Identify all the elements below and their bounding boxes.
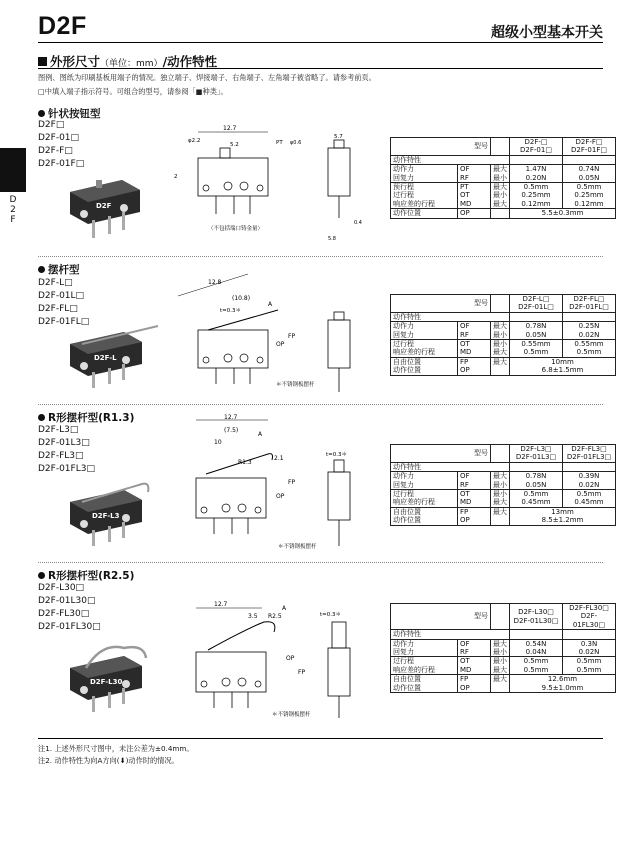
svg-text:5.8: 5.8 <box>328 236 336 242</box>
group-title-lever: 摆杆型 <box>38 262 80 277</box>
svg-text:t=0.3＊: t=0.3＊ <box>320 612 342 618</box>
svg-text:t=0.3＊: t=0.3＊ <box>326 452 348 458</box>
group-separator <box>38 256 603 257</box>
square-bullet-icon <box>38 57 47 66</box>
round-bullet-icon <box>38 572 45 579</box>
spec-table-lever: 型号 D2F-L□ D2F-01L□ D2F-FL□ D2F-01FL□ 动作特性 动作力 回复力 OF RF 最大 最小 0.78N 0.05N 0.25N 0.02N 过行程 响应差的行程 OT MD 最小 最大 0.55mm 0.5mm 0.55mm 0.5mm 自由位置 动作位置 FP OP 最大 10mm 6.8±1.5mm <box>390 294 616 376</box>
svg-text:A: A <box>258 431 263 438</box>
product-photo-r-lever-r25 <box>62 640 162 720</box>
svg-text:FP: FP <box>288 333 296 340</box>
section-rule <box>38 68 603 69</box>
model-list-r-lever-r25: D2F-L30□ D2F-01L30□ D2F-FL30□ D2F-01FL30□ <box>38 583 101 632</box>
svg-text:φ2.2: φ2.2 <box>188 138 201 144</box>
group-separator <box>38 404 603 405</box>
svg-text:(7.5): (7.5) <box>224 427 239 434</box>
product-photo-lever <box>62 322 162 392</box>
spec-table-r-lever-r25: 型号 D2F-L30□ D2F-01L30□ D2F-FL30□ D2F-01FL30□ 动作特性 动作力 回复力 OF RF 最大 最小 0.54N 0.04N 0.3N 0.02N 过行程 响应差的行程 OT MD 最小 最大 0.5mm 0.5mm 0.5mm 0.5mm 自由位置 动作位置 FP OP 最大 12.6mm 9.5±1.0mm <box>390 603 616 693</box>
svg-text:12.7: 12.7 <box>224 414 238 421</box>
svg-text:(10.8): (10.8) <box>232 295 251 302</box>
spec-table-pin-plunger: 型号 D2F-□ D2F-01□ D2F-F□ D2F-01F□ 动作特性 动作力 回复力 OF RF 最大 最小 1.47N 0.20N 0.74N 0.05N 预行程 过行程 响应差的行程 PT OT MD 最大 最小 最大 0.5mm 0.25mm 0.12mm 0.5mm 0.25mm 0.12mm 动作位置 OP 5.5±0.3mm <box>390 137 616 219</box>
model-list-lever: D2F-L□ D2F-01L□ D2F-FL□ D2F-01FL□ <box>38 278 90 327</box>
svg-text:10: 10 <box>214 439 222 446</box>
footer-rule <box>38 738 603 739</box>
dimension-drawing-lever <box>168 268 378 398</box>
group-title-r-lever-r25: R形摆杆型(R2.5) <box>38 568 134 583</box>
dimension-drawing-r-lever-r13 <box>168 412 378 552</box>
table-row: 动作力 回复力 OF RF 最大 最小 1.47N 0.20N 0.74N 0.05N <box>391 165 616 183</box>
svg-text:φ0.6: φ0.6 <box>290 140 302 146</box>
svg-text:5.2: 5.2 <box>230 142 239 148</box>
table-row: 自由位置 动作位置 FP OP 最大 12.6mm 9.5±1.0mm <box>391 675 616 693</box>
svg-text:OP: OP <box>276 341 285 348</box>
table-row: 预行程 过行程 响应差的行程 PT OT MD 最大 最小 最大 0.5mm 0.25mm 0.12mm 0.5mm 0.25mm 0.12mm <box>391 183 616 209</box>
table-row: 自由位置 动作位置 FP OP 最大 10mm 6.8±1.5mm <box>391 357 616 375</box>
round-bullet-icon <box>38 110 45 117</box>
side-index-tab <box>0 148 26 192</box>
svg-text:R2.5: R2.5 <box>268 613 282 620</box>
page-category-title: 超级小型基本开关 <box>491 25 603 41</box>
footnote-2: 注2. 动作特性为向A方向(⬇)动作时的情况。 <box>38 756 179 765</box>
svg-text:＊不锈钢板摆杆: ＊不锈钢板摆杆 <box>272 712 311 718</box>
spec-table-r-lever-r13: 型号 D2F-L3□ D2F-01L3□ D2F-FL3□ D2F-01FL3□ 动作特性 动作力 回复力 OF RF 最大 最小 0.78N 0.05N 0.39N 0.02N 过行程 响应差的行程 OT MD 最小 最大 0.5mm 0.45mm 0.5mm 0.45mm 自由位置 动作位置 FP OP 最大 13mm 8.5±1.2mm <box>390 444 616 526</box>
table-row: 过行程 响应差的行程 OT MD 最小 最大 0.55mm 0.5mm 0.55mm 0.5mm <box>391 340 616 358</box>
round-bullet-icon <box>38 266 45 273</box>
note-line-1: 图例、图纸为印刷基板用端子的情况。独立端子、焊接端子、右角端子、左角端子被省略了。请参考前页。 <box>38 73 376 82</box>
svg-text:FP: FP <box>288 479 296 486</box>
product-label: D2F-L30 <box>90 678 123 686</box>
footnote-1: 注1. 上述外形尺寸图中，未注公差为±0.4mm。 <box>38 744 194 753</box>
svg-text:0.4: 0.4 <box>354 220 362 226</box>
model-list-r-lever-r13: D2F-L3□ D2F-01L3□ D2F-FL3□ D2F-01FL3□ <box>38 425 95 474</box>
page-model-title: D2F <box>38 12 87 40</box>
svg-text:3.5: 3.5 <box>248 613 258 620</box>
table-row: 动作位置 OP 5.5±0.3mm <box>391 209 616 218</box>
table-row: 动作力 回复力 OF RF 最大 最小 0.54N 0.04N 0.3N 0.02N <box>391 639 616 657</box>
table-row: 自由位置 动作位置 FP OP 最大 13mm 8.5±1.2mm <box>391 507 616 525</box>
group-separator <box>38 562 603 563</box>
svg-text:t=0.3＊: t=0.3＊ <box>220 308 242 314</box>
svg-text:R1.3: R1.3 <box>238 459 252 466</box>
svg-text:2: 2 <box>174 174 178 180</box>
table-row: 动作力 回复力 OF RF 最大 最小 0.78N 0.05N 0.25N 0.02N <box>391 322 616 340</box>
section-title: 外形尺寸（单位：mm）/动作特性 <box>38 52 217 70</box>
product-photo-pin-plunger <box>62 172 152 242</box>
table-row: 动作力 回复力 OF RF 最大 最小 0.78N 0.05N 0.39N 0.02N <box>391 472 616 490</box>
svg-text:OP: OP <box>276 493 285 500</box>
product-label: D2F-L <box>94 354 117 362</box>
svg-text:＊不锈钢板摆杆: ＊不锈钢板摆杆 <box>276 382 315 388</box>
model-list-pin-plunger: D2F□ D2F-01□ D2F-F□ D2F-01F□ <box>38 120 85 169</box>
table-row: 过行程 响应差的行程 OT MD 最小 最大 0.5mm 0.45mm 0.5mm 0.45mm <box>391 490 616 508</box>
svg-text:OP: OP <box>286 655 295 662</box>
svg-text:FP: FP <box>298 669 306 676</box>
svg-text:12.7: 12.7 <box>223 125 237 132</box>
product-photo-r-lever-r13 <box>62 478 162 553</box>
svg-text:A: A <box>268 301 273 308</box>
note-line-2: □中填入端子指示符号。可组合的型号，请参阅「■种类」。 <box>38 87 228 96</box>
product-label: D2F-L3 <box>92 512 120 520</box>
svg-text:12.7: 12.7 <box>214 601 228 608</box>
svg-text:12.8: 12.8 <box>208 279 222 286</box>
svg-text:（不包括端口铸金量）: （不包括端口铸金量） <box>208 226 264 232</box>
svg-text:＊不锈钢板摆杆: ＊不锈钢板摆杆 <box>278 544 317 550</box>
side-index-label: D 2 F <box>9 195 17 225</box>
group-title-r-lever-r13: R形摆杆型(R1.3) <box>38 410 134 425</box>
group-title-pin-plunger: 针状按钮型 <box>38 106 101 121</box>
round-bullet-icon <box>38 414 45 421</box>
svg-text:5.7: 5.7 <box>334 134 343 140</box>
dimension-drawing-pin-plunger <box>168 118 378 248</box>
svg-text:2.1: 2.1 <box>274 455 284 462</box>
header-rule <box>38 42 603 43</box>
product-label: D2F <box>96 202 112 210</box>
svg-text:A: A <box>282 605 287 612</box>
dimension-drawing-r-lever-r25 <box>168 598 378 723</box>
svg-text:PT: PT <box>276 140 283 146</box>
plunger <box>96 180 102 188</box>
table-row: 过行程 响应差的行程 OT MD 最小 最大 0.5mm 0.5mm 0.5mm 0.5mm <box>391 657 616 675</box>
